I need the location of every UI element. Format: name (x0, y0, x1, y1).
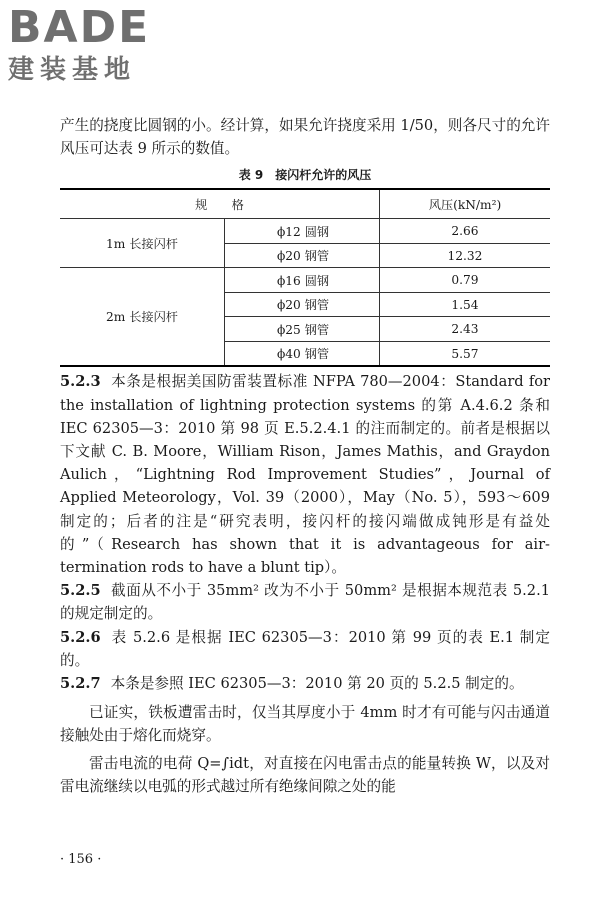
body-paragraph: 雷击电流的电荷 Q=∫idt，对直接在闪电雷击点的能量转换 W，以及对雷电流继续以电弧的形式越过所有绝缘间隙之处的能 (60, 754, 550, 795)
logo-subtitle: 建装基地 (8, 55, 137, 85)
section-number: 5.2.7 (60, 675, 101, 693)
value-cell: 2.43 (380, 317, 551, 342)
table-number: 表 9 (238, 168, 264, 183)
body-paragraph: 已证实，铁板遭雷击时，仅当其厚度小于 4mm 时才有可能与闪击通道接触处由于熔化而烧穿。 (60, 704, 550, 745)
section-number: 5.2.6 (60, 628, 101, 646)
value-cell: 5.57 (380, 341, 551, 366)
value-cell: 1.54 (380, 292, 551, 317)
header-spec: 规 格 (60, 189, 380, 219)
spec-cell: ϕ20 钢管 (225, 292, 380, 317)
spec-cell: ϕ12 圆钢 (225, 219, 380, 244)
spec-cell: ϕ25 钢管 (225, 317, 380, 342)
page-content (60, 114, 550, 798)
bade-logo (8, 2, 178, 86)
section-5-2-3 (60, 370, 550, 579)
table-row (60, 219, 550, 244)
section-text: 本条是根据美国防雷装置标准 NFPA 780—2004：Standard for the installation of lightning protection systems 的第 A.4.6.2 条和 IEC 62305—3：2010 第 98 页 E.5.2.4.1 的注而制定的。前者是根据以下文献 C. B. Moore，William Rison，James Mathis，and Graydon Aulich，“Lightning Rod Improvement Studies”，Journal of Applied Meteorology，Vol. 39（2000），May（No. 5），593～609 制定的；后者的注是“研究表明，接闪杆的接闪端做成钝形是有益处的”（Research has shown that it is advantageous for air-termination rods to have a blunt tip）。 (60, 373, 550, 577)
value-cell: 12.32 (380, 243, 551, 268)
section-number: 5.2.5 (60, 582, 101, 600)
header-value: 风压(kN/m²) (380, 189, 551, 219)
table-caption (60, 166, 550, 183)
table-header-row (60, 189, 550, 219)
section-number: 5.2.3 (60, 373, 101, 391)
value-cell: 0.79 (380, 268, 551, 293)
wind-pressure-table (60, 188, 550, 367)
section-5-2-6 (60, 626, 550, 672)
spec-cell: ϕ20 钢管 (225, 243, 380, 268)
page-number: · 156 · (60, 852, 102, 867)
table-row (60, 268, 550, 293)
section-text: 表 5.2.6 是根据 IEC 62305—3：2010 第 99 页的表 E.1 制定的。 (60, 628, 550, 669)
section-5-2-5 (60, 579, 550, 625)
table-title: 接闪杆允许的风压 (275, 168, 372, 183)
intro-paragraph: 产生的挠度比圆钢的小。经计算，如果允许挠度采用 1/50，则各尺寸的允许风压可达表 9 所示的数值。 (60, 117, 550, 158)
group-label: 2m 长接闪杆 (60, 268, 225, 367)
group-label: 1m 长接闪杆 (60, 219, 225, 268)
spec-cell: ϕ40 钢管 (225, 341, 380, 366)
spec-cell: ϕ16 圆钢 (225, 268, 380, 293)
section-5-2-7 (60, 672, 550, 695)
section-text: 本条是参照 IEC 62305—3：2010 第 20 页的 5.2.5 制定的。 (110, 675, 524, 693)
section-text: 截面从不小于 35mm² 改为不小于 50mm² 是根据本规范表 5.2.1 的规定制定的。 (60, 582, 550, 623)
value-cell: 2.66 (380, 219, 551, 244)
logo-wordmark: BADE (8, 2, 151, 53)
